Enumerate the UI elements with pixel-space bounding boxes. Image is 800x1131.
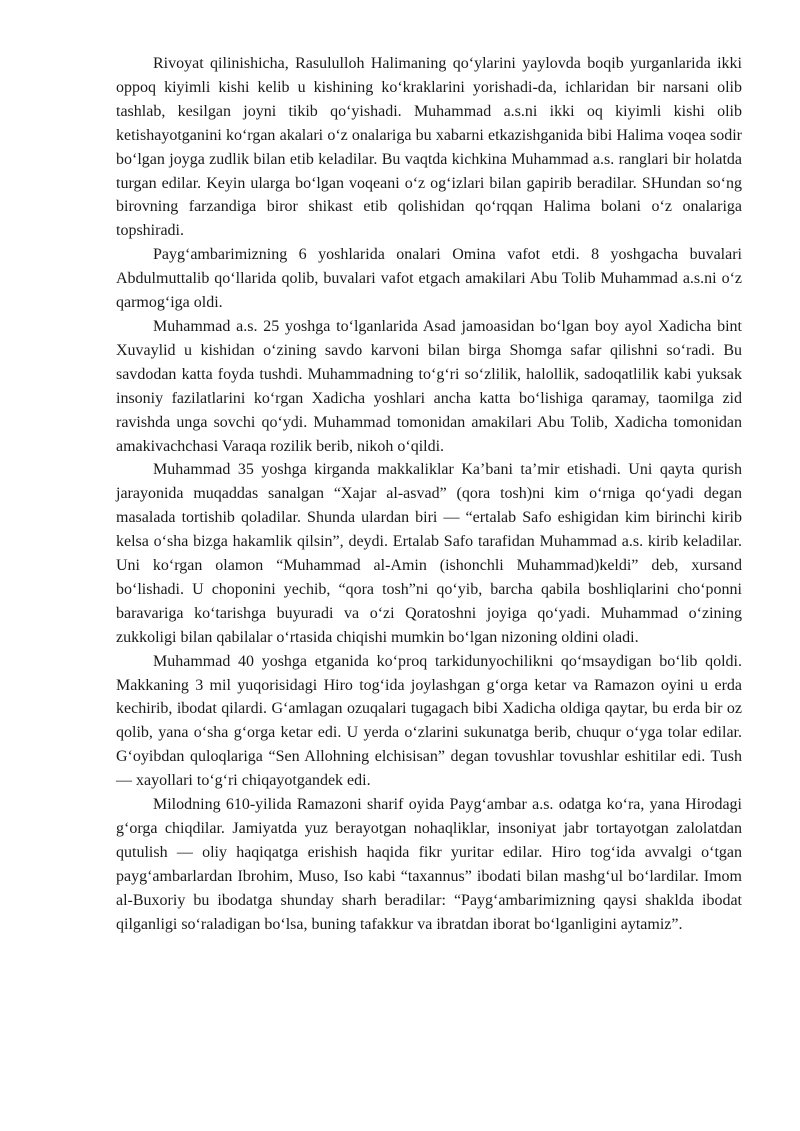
paragraph-6: Milodning 610-yilida Ramazoni sharif oyida Payg‘ambar a.s. odatga ko‘ra, yana Hirodagi g‘orga chiqdilar. Jamiyatda yuz berayotgan nohaqliklar, insoniyat jabr tortayotgan zalolatdan qutulish — oliy haqiqatga erishish haqida fikr yuritar edilar. Hiro tog‘ida avvalgi o‘tgan payg‘ambarlardan Ibrohim, Muso, Iso kabi “taxannus” ibodati bilan mashg‘ul bo‘lardilar. Imom al-Buxoriy bu ibodatga shunday sharh beradilar: “Payg‘ambarimizning qaysi shaklda ibodat qilganligi so‘raladigan bo‘lsa, buning tafakkur va ibratdan iborat bo‘lganligini aytamiz”. — [116, 796, 742, 933]
paragraph-3: Muhammad a.s. 25 yoshga to‘lganlarida Asad jamoasidan bo‘lgan boy ayol Xadicha bint Xuvaylid u kishidan o‘zining savdo karvoni bilan birga Shomga safar qilishni so‘radi. Bu savdodan katta foyda tushdi. Muhammadning to‘g‘ri so‘zlilik, halollik, sadoqatlilik kabi yuksak insoniy fazilatlarini ko‘rgan Xadicha yoshlari ancha katta bo‘lishiga qaramay, taomilga zid ravishda unga sovchi qo‘ydi. Muhammad tomonidan amakilari Abu Tolib, Xadicha tomonidan amakivachchasi Varaqa rozilik berib, nikoh o‘qildi. — [116, 317, 742, 455]
paragraph-1: Rivoyat qilinishicha, Rasululloh Halimaning qo‘ylarini yaylovda boqib yurganlarida ikki oppoq kiyimli kishi kelib u kishining ko‘kraklarini yorishadi-da, ichlaridan bir narsani olib tashlab, kesilgan joyni tikib qo‘yishadi. Muhammad a.s.ni ikki oq kiyimli kishi olib ketishayotganini ko‘rgan akalari o‘z onalariga bu xabarni etkazishganida bibi Halima voqea sodir bo‘lgan joyga zudlik bilan etib keladilar. Bu vaqtda kichkina Muhammad a.s. ranglari bir holatda turgan edilar. Keyin ularga bo‘lgan voqeani o‘z og‘izlari bilan gapirib beradilar. SHundan so‘ng birovning farzandiga biror shikast etib qolishidan qo‘rqqan Halima bolani o‘z onalariga topshiradi. — [116, 55, 742, 240]
paragraph-5: Muhammad 40 yoshga etganida ko‘proq tarkidunyochilikni qo‘msaydigan bo‘lib qoldi. Makkaning 3 mil yuqorisidagi Hiro tog‘ida joylashgan g‘orga ketar va Ramazon oyini u erda kechirib, ibodat qilardi. G‘amlagan ozuqalari tugagach bibi Xadicha oldiga qaytar, bu erda bir oz qolib, yana o‘sha g‘orga ketar edi. U yerda o‘zlarini sukunatga berib, chuqur o‘yga tolar edilar. G‘oyibdan quloqlariga “Sen Allohning elchisisan” degan tovushlar tovushlar eshitilar edi. Tush — xayollari to‘g‘ri chiqayotgandek edi. — [116, 652, 742, 790]
paragraph-2: Payg‘ambarimizning 6 yoshlarida onalari Omina vafot etdi. 8 yoshgacha buvalari Abdulmuttalib qo‘llarida qolib, buvalari vafot etgach amakilari Abu Tolib Muhammad a.s.ni o‘z qarmog‘iga oldi. — [116, 246, 742, 312]
paragraph-4: Muhammad 35 yoshga kirganda makkaliklar Ka’bani ta’mir etishadi. Uni qayta qurish jarayonida muqaddas sanalgan “Xajar al-asvad” (qora tosh)ni kim o‘rniga qo‘yadi degan masalada tortishib qoladilar. Shunda ulardan biri — “ertalab Safo eshigidan kim birinchi kirib kelsa o‘sha bizga hakamlik qilsin”, deydi. Ertalab Safo tarafidan Muhammad a.s. kirib keladilar. Uni ko‘rgan olamon “Muhammad al-Amin (ishonchli Muhammad)keldi” deb, xursand bo‘lishadi. U choponini yechib, “qora tosh”ni qo‘yib, barcha qabila boshliqlarini cho‘ponni baravariga ko‘tarishga buyuradi va o‘zi Qoratoshni joyiga qo‘yadi. Muhammad o‘zining zukkoligi bilan qabilalar o‘rtasida chiqishi mumkin bo‘lgan nizoning oldini oladi. — [116, 461, 742, 646]
document-page — [116, 52, 742, 937]
